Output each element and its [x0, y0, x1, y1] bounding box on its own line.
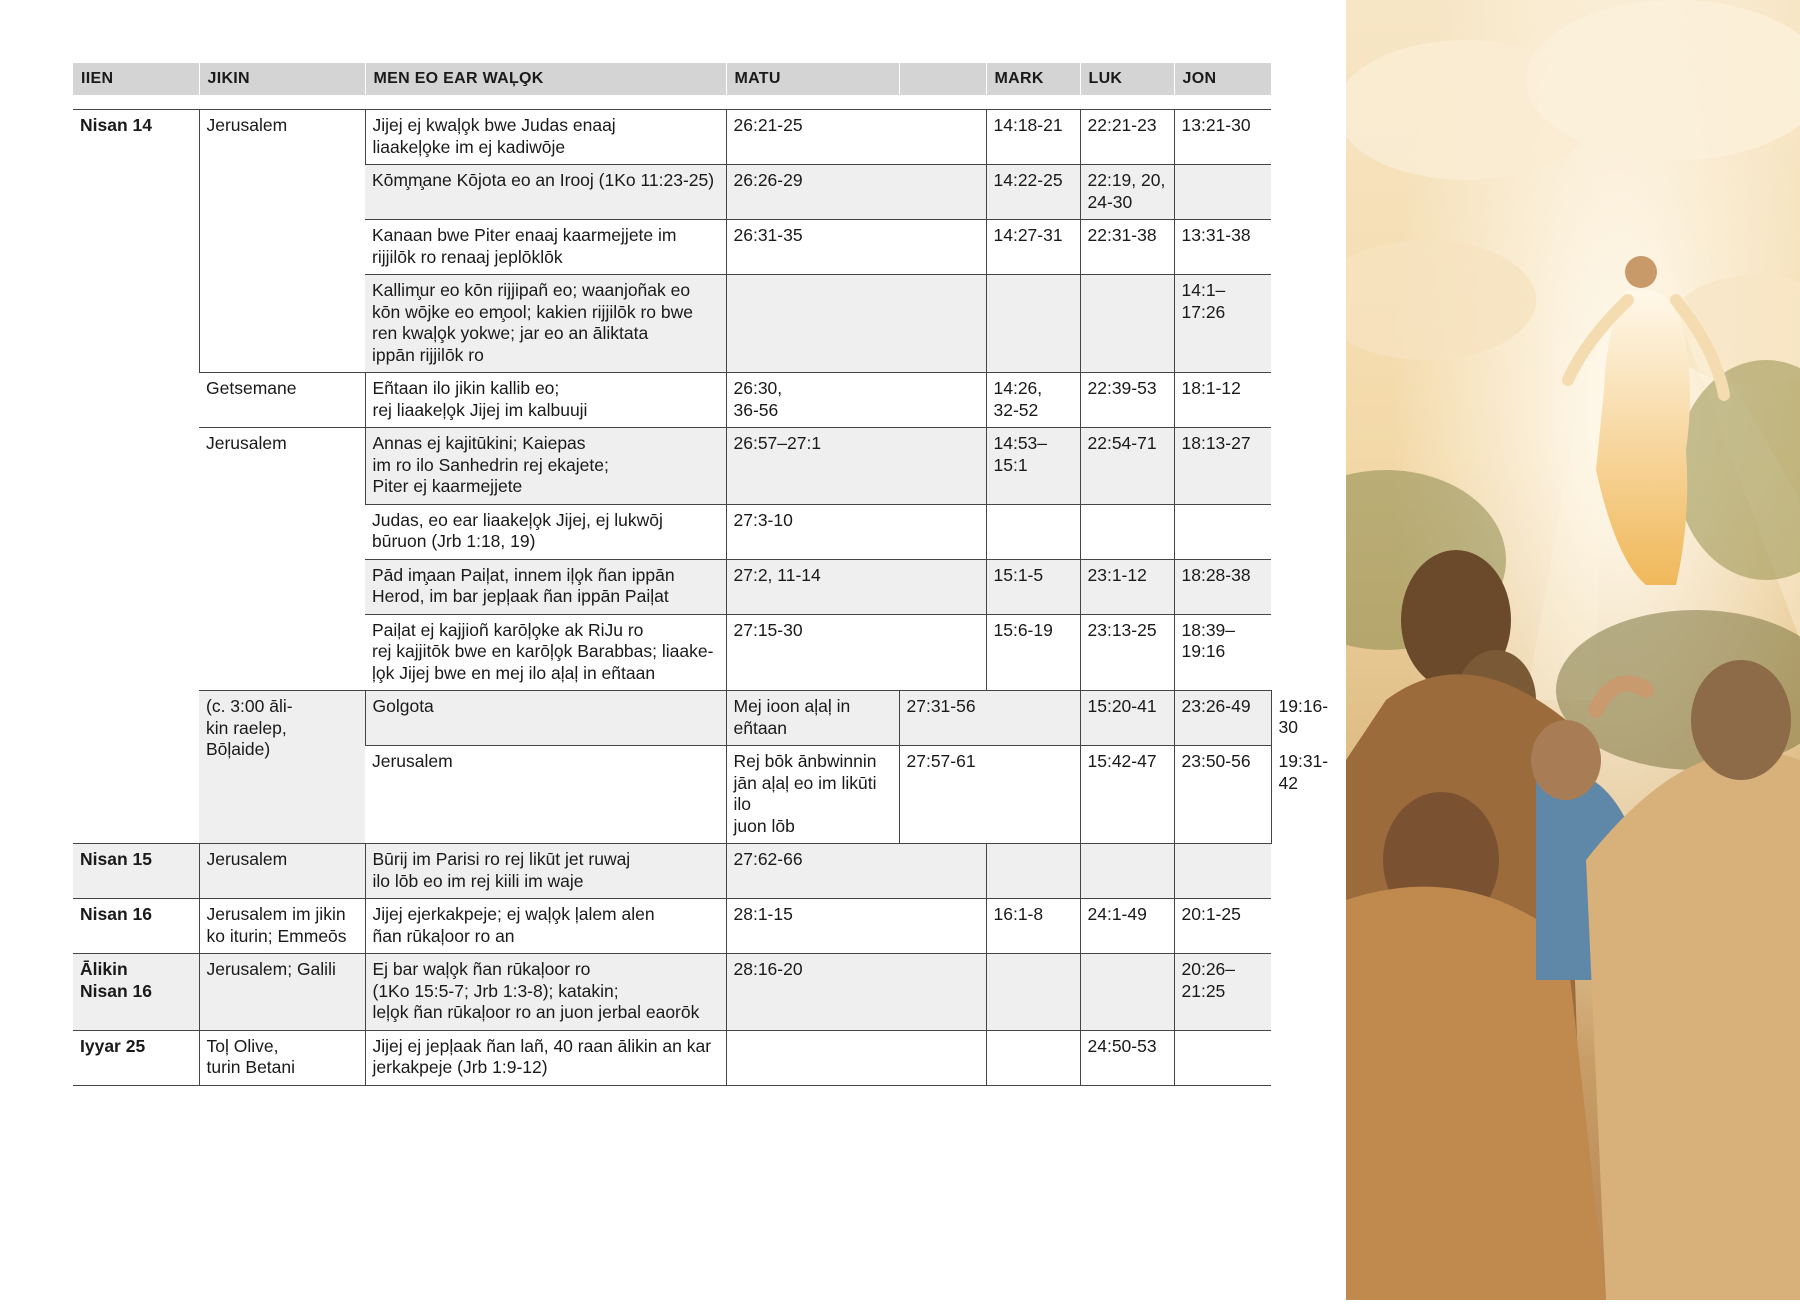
place-cell: Golgota [365, 691, 726, 746]
matthew-ref: 28:1-15 [726, 899, 986, 954]
event-cell: Judas, eo ear liaakeļo̧k Jijej, ej lukwōj būruon (Jrb 1:18, 19) [365, 504, 726, 559]
luke-ref: 23:26-49 [1174, 691, 1271, 746]
table-row [73, 844, 1271, 899]
event-cell: Būrij im Parisi ro rej likūt jet ruwaj ilo lōb eo im rej kiili im waje [365, 844, 726, 899]
gospel-harmony-table [73, 63, 1329, 1086]
luke-ref: 22:19, 20, 24-30 [1080, 165, 1174, 220]
event-cell: Eñtaan ilo jikin kallib eo; rej liaakeļo̧k Jijej im kalbuuji [365, 373, 726, 428]
luke-ref: 22:39-53 [1080, 373, 1174, 428]
mark-ref [986, 844, 1080, 899]
table-header-row [73, 63, 1271, 95]
date-cell: Nisan 14 [73, 110, 199, 844]
header-matthew: MATU [726, 63, 899, 95]
mark-ref: 14:53– 15:1 [986, 428, 1080, 505]
luke-ref: 24:50-53 [1080, 1030, 1174, 1085]
john-ref: 14:1– 17:26 [1174, 275, 1271, 373]
john-ref: 18:39– 19:16 [1174, 614, 1271, 691]
mark-ref [986, 504, 1080, 559]
event-cell: Pād im̧aan Paiļat, innem iļo̧k ñan ippān Herod, im bar jepļaak ñan ippān Paiļat [365, 559, 726, 614]
table-row [73, 110, 1271, 165]
place-cell: Jerusalem; Galili [199, 954, 365, 1031]
matthew-ref: 27:31-56 [899, 691, 1080, 746]
luke-ref: 22:54-71 [1080, 428, 1174, 505]
header-blank [899, 63, 986, 95]
luke-ref: 22:21-23 [1080, 110, 1174, 165]
table-row [73, 1030, 1271, 1085]
john-ref [1174, 844, 1271, 899]
header-john: JON [1174, 63, 1271, 95]
illustration-panel [1346, 0, 1800, 1300]
john-ref [1174, 504, 1271, 559]
john-ref: 20:1-25 [1174, 899, 1271, 954]
luke-ref [1080, 844, 1174, 899]
date-cell: Nisan 16 [73, 899, 199, 954]
place-cell: Toļ Olive, turin Betani [199, 1030, 365, 1085]
gospel-harmony-table-wrap [73, 63, 1329, 1086]
header-mark: MARK [986, 63, 1080, 95]
john-ref [1174, 165, 1271, 220]
table-row: Jerusalem Rej bōk ānbwinnin jān aļaļ eo im likūti ilo juon lōb 27:57-61 15:42-47 23:50-56 19:31-42 [73, 746, 1271, 844]
header-spacer-row [73, 95, 1271, 110]
mark-ref: 15:1-5 [986, 559, 1080, 614]
table-row [73, 899, 1271, 954]
matthew-ref: 26:21-25 [726, 110, 986, 165]
place-cell: Getsemane [199, 373, 365, 428]
date-cell: Iyyar 25 [73, 1030, 199, 1085]
mark-ref [986, 275, 1080, 373]
event-cell: Paiļat ej kajjioñ karōļo̧ke ak RiJu ro rej kajjitōk bwe en karōļo̧k Barabbas; liaake- ļo̧k Jijej bwe en mej ilo aļaļ in eñtaan [365, 614, 726, 691]
place-cell: Jerusalem im jikin ko iturin; Emmeōs [199, 899, 365, 954]
matthew-ref: 27:62-66 [726, 844, 986, 899]
place-cell: Jerusalem [199, 844, 365, 899]
place-cell: Jerusalem [199, 110, 365, 373]
event-cell: Kallim̧ur eo kōn rijjipañ eo; waanjoñak eo kōn wōjke eo em̧ool; kakien rijjilōk ro bwe ren kwaļo̧k yokwe; jar eo an āliktata ippān rijjilōk ro [365, 275, 726, 373]
place-cell: Jerusalem [199, 428, 365, 691]
luke-ref: 23:13-25 [1080, 614, 1174, 691]
header-date: IIEN [73, 63, 199, 95]
event-cell: Mej ioon aļaļ in eñtaan [726, 691, 899, 746]
matthew-ref: 28:16-20 [726, 954, 986, 1031]
matthew-ref: 27:57-61 [899, 746, 1080, 844]
table-row [73, 954, 1271, 1031]
mark-ref: 16:1-8 [986, 899, 1080, 954]
matthew-ref: 27:3-10 [726, 504, 986, 559]
luke-ref [1080, 275, 1174, 373]
event-cell: Jijej ejerkakpeje; ej waļo̧k ļalem alen ñan rūkaļoor ro an [365, 899, 726, 954]
luke-ref: 23:1-12 [1080, 559, 1174, 614]
event-cell: Kōm̧m̧ane Kōjota eo an Irooj (1Ko 11:23-25) [365, 165, 726, 220]
header-luke: LUK [1080, 63, 1174, 95]
mark-ref: 15:42-47 [1080, 746, 1174, 844]
john-ref: 13:21-30 [1174, 110, 1271, 165]
mark-ref: 14:27-31 [986, 220, 1080, 275]
ascension-illustration-icon [1346, 0, 1800, 1300]
luke-ref: 22:31-38 [1080, 220, 1174, 275]
mark-ref [986, 1030, 1080, 1085]
mark-ref: 14:22-25 [986, 165, 1080, 220]
matthew-ref: 26:31-35 [726, 220, 986, 275]
table-row [73, 373, 1271, 428]
place-cell: Jerusalem [365, 746, 726, 844]
john-ref: 18:1-12 [1174, 373, 1271, 428]
mark-ref [986, 954, 1080, 1031]
luke-ref [1080, 504, 1174, 559]
john-ref: 20:26– 21:25 [1174, 954, 1271, 1031]
event-cell: Kanaan bwe Piter enaaj kaarmejjete im rijjilōk ro renaaj jeplōklōk [365, 220, 726, 275]
event-cell: Annas ej kajitūkini; Kaiepas im ro ilo Sanhedrin rej ekajete; Piter ej kaarmejjete [365, 428, 726, 505]
date-cell: Ālikin Nisan 16 [73, 954, 199, 1031]
matthew-ref: 27:2, 11-14 [726, 559, 986, 614]
mark-ref: 14:26, 32-52 [986, 373, 1080, 428]
matthew-ref [726, 1030, 986, 1085]
matthew-ref: 26:57–27:1 [726, 428, 986, 505]
matthew-ref: 26:30, 36-56 [726, 373, 986, 428]
event-cell: Jijej ej kwaļo̧k bwe Judas enaaj liaakeļo̧ke im ej kadiwōje [365, 110, 726, 165]
mark-ref: 14:18-21 [986, 110, 1080, 165]
luke-ref: 23:50-56 [1174, 746, 1271, 844]
table-row: (c. 3:00 āli- kin raelep, Bōļaide) Golgota Mej ioon aļaļ in eñtaan 27:31-56 15:20-41 23:26-49 19:16-30 [73, 691, 1271, 746]
mark-ref: 15:6-19 [986, 614, 1080, 691]
header-event: MEN EO EAR WAĻO̧K [365, 63, 726, 95]
event-cell: Jijej ej jepļaak ñan lañ, 40 raan ālikin an kar jerkakpeje (Jrb 1:9-12) [365, 1030, 726, 1085]
matthew-ref: 27:15-30 [726, 614, 986, 691]
header-place: JIKIN [199, 63, 365, 95]
mark-ref: 15:20-41 [1080, 691, 1174, 746]
event-cell: Ej bar waļo̧k ñan rūkaļoor ro (1Ko 15:5-7; Jrb 1:3-8); katakin; leļo̧k ñan rūkaļoor ro an juon jerbal eaorōk [365, 954, 726, 1031]
date-cell: Nisan 15 [73, 844, 199, 899]
date-cell: (c. 3:00 āli- kin raelep, Bōļaide) [199, 691, 365, 844]
luke-ref [1080, 954, 1174, 1031]
table-row [73, 428, 1271, 505]
matthew-ref [726, 275, 986, 373]
john-ref: 18:28-38 [1174, 559, 1271, 614]
john-ref: 18:13-27 [1174, 428, 1271, 505]
luke-ref: 24:1-49 [1080, 899, 1174, 954]
matthew-ref: 26:26-29 [726, 165, 986, 220]
event-cell: Rej bōk ānbwinnin jān aļaļ eo im likūti ilo juon lōb [726, 746, 899, 844]
john-ref [1174, 1030, 1271, 1085]
john-ref: 13:31-38 [1174, 220, 1271, 275]
